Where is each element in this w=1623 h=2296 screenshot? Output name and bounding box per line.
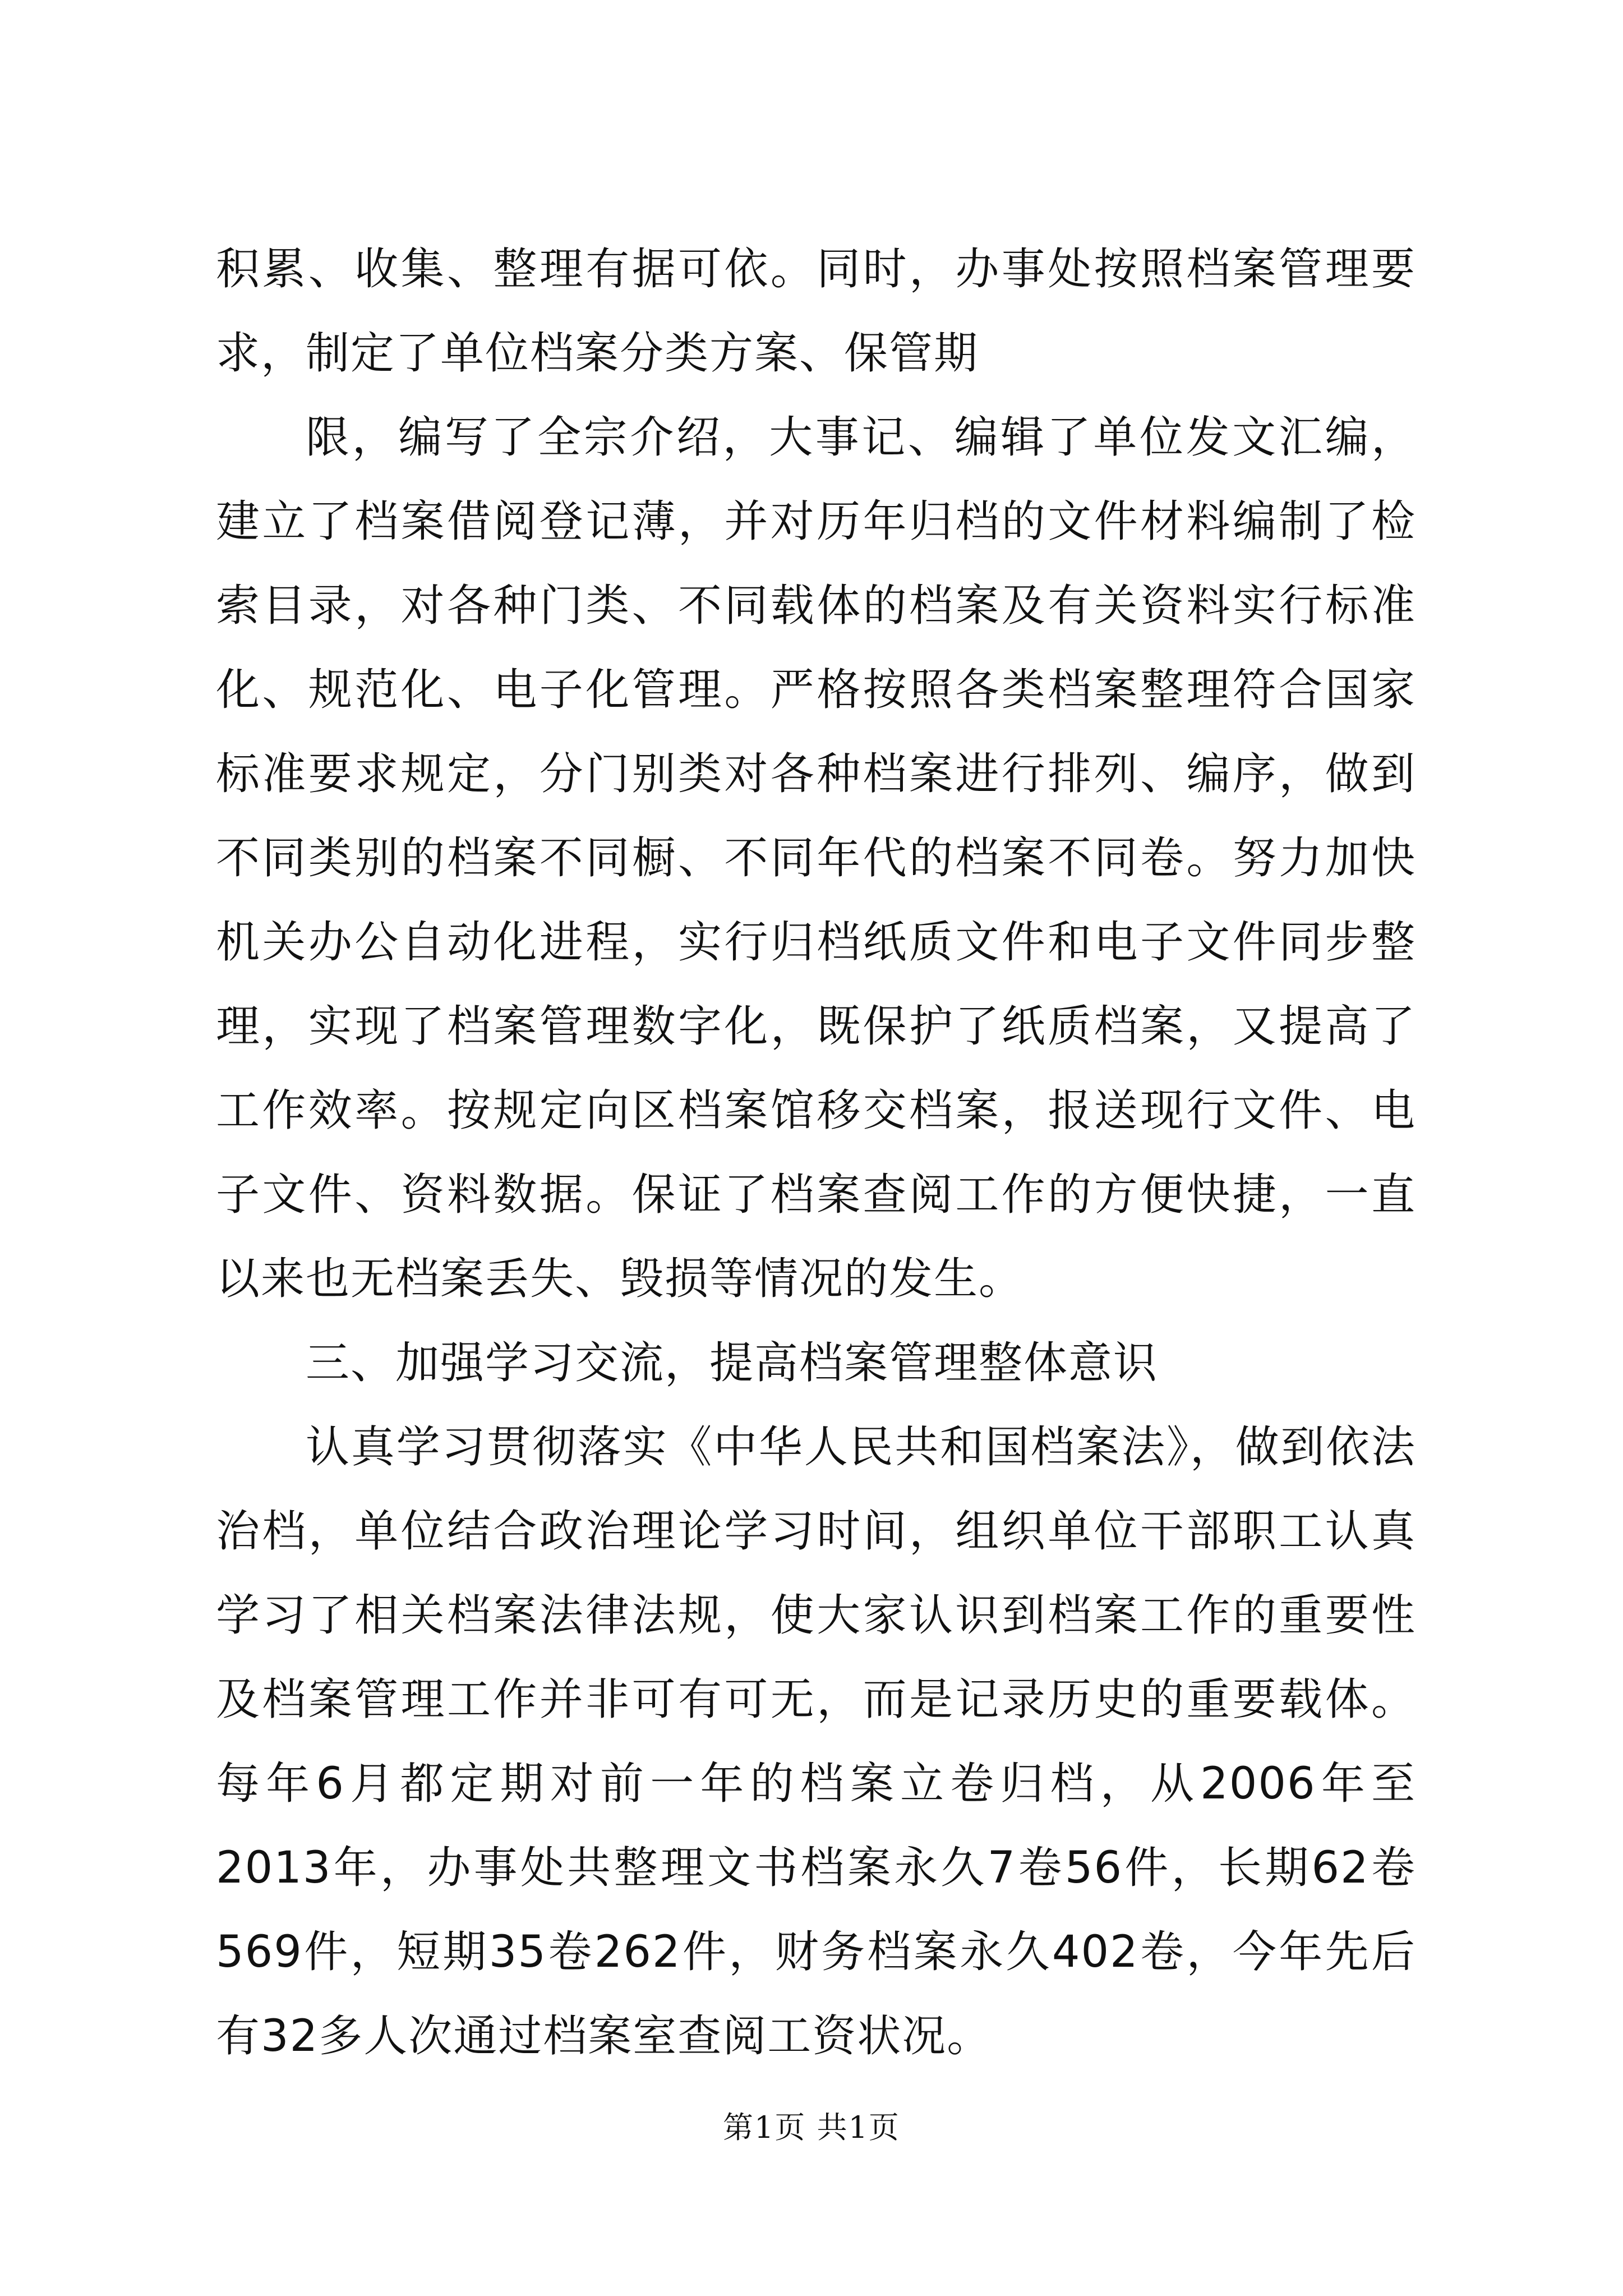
page-footer: 第1页 共1页 xyxy=(723,2110,900,2145)
section-heading: 三、加强学习交流，提高档案管理整体意识 xyxy=(306,1338,1159,1388)
paragraph-continuation: 积累、收集、整理有据可依。同时，办事处按照档案管理要求，制定了单位档案分类方案、保管期 xyxy=(216,244,1416,379)
paragraph-learning-exchange: 认真学习贯彻落实《中华人民共和国档案法》，做到依法治档，单位结合政治理论学习时间，组织单位干部职工认真学习了相关档案法律法规，使大家认识到档案工作的重要性及档案管理工作并非可有可无，而是记录历史的重要载体。每年6月都定期对前一年的档案立卷归档，从2006年至2013年，办事处共整理文书档案永久7卷56件，长期62卷569件，短期35卷262件，财务档案永久402卷，今年先后有32多人次通过档案室查阅工资状况。 xyxy=(216,1422,1416,2062)
document-body xyxy=(216,227,1416,2078)
paragraph-archive-management: 限，编写了全宗介绍，大事记、编辑了单位发文汇编，建立了档案借阅登记薄，并对历年归档的文件材料编制了检索目录，对各种门类、不同载体的档案及有关资料实行标准化、规范化、电子化管理。严格按照各类档案整理符合国家标准要求规定，分门别类对各种档案进行排列、编序，做到不同类别的档案不同橱、不同年代的档案不同卷。努力加快机关办公自动化进程，实行归档纸质文件和电子文件同步整理，实现了档案管理数字化，既保护了纸质档案，又提高了工作效率。按规定向区档案馆移交档案，报送现行文件、电子文件、资料数据。保证了档案查阅工作的方便快捷，一直以来也无档案丢失、毁损等情况的发生。 xyxy=(216,412,1416,1304)
